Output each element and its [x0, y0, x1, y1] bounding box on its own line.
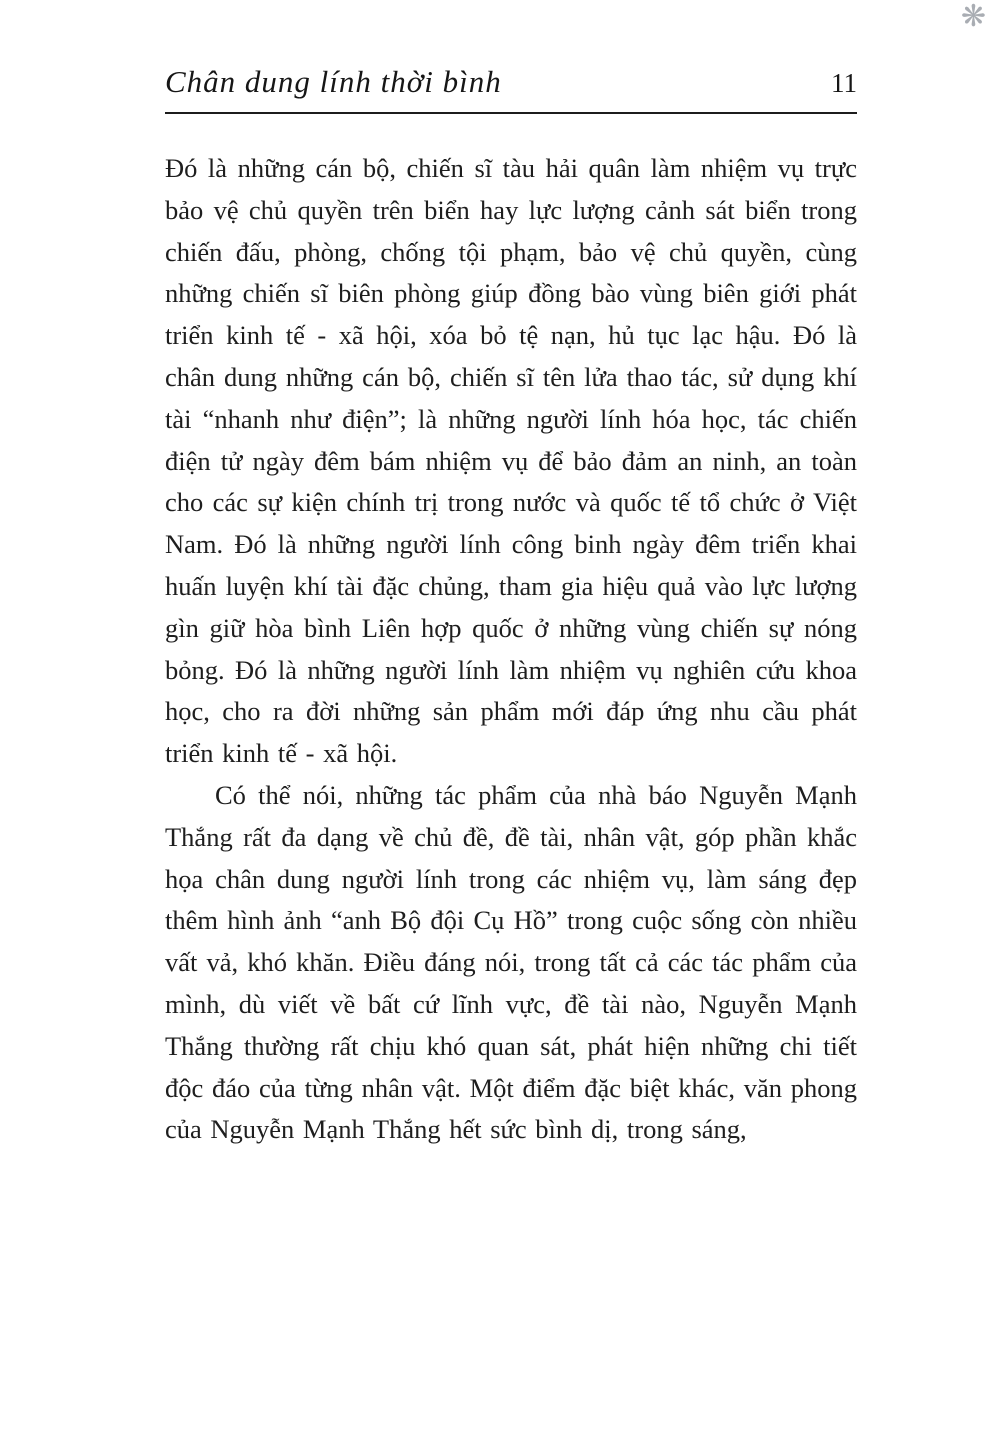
paragraph: Có thể nói, những tác phẩm của nhà báo Nguyễn Mạnh Thắng rất đa dạng về chủ đề, đề tài, nhân vật, góp phần khắc họa chân dung người lính trong các nhiệm vụ, làm sáng đẹp thêm hình ảnh “anh Bộ đội Cụ Hồ” trong cuộc sống còn nhiều vất vả, khó khăn. Điều đáng nói, trong tất cả các tác phẩm của mình, dù viết về bất cứ lĩnh vực, đề tài nào, Nguyễn Mạnh Thắng thường rất chịu khó quan sát, phát hiện những chi tiết độc đáo của từng nhân vật. Một điểm đặc biệt khác, văn phong của Nguyễn Mạnh Thắng hết sức bình dị, trong sáng, — [165, 779, 857, 1145]
running-header-title: Chân dung lính thời bình — [165, 64, 502, 99]
paragraph: Đó là những cán bộ, chiến sĩ tàu hải quân làm nhiệm vụ trực bảo vệ chủ quyền trên biển hay lực lượng cảnh sát biển trong chiến đấu, phòng, chống tội phạm, bảo vệ chủ quyền, cùng những chiến sĩ biên phòng giúp đồng bào vùng biên giới phát triển kinh tế - xã hội, xóa bỏ tệ nạn, hủ tục lạc hậu. Đó là chân dung những cán bộ, chiến sĩ tên lửa thao tác, sử dụng khí tài “nhanh như điện”; là những người lính hóa học, tác chiến điện tử ngày đêm bám nhiệm vụ để bảo đảm an ninh, an toàn cho các sự kiện chính trị trong nước và quốc tế tổ chức ở Việt Nam. Đó là những người lính công binh ngày đêm triển khai huấn luyện khí tài đặc chủng, tham gia hiệu quả vào lực lượng gìn giữ hòa bình Liên hợp quốc ở những vùng chiến sự nóng bỏng. Đó là những người lính làm nhiệm vụ nghiên cứu khoa học, cho ra đời những sản phẩm mới đáp ứng nhu cầu phát triển kinh tế - xã hội. — [165, 153, 857, 769]
page-number: 11 — [831, 68, 857, 98]
page-header — [165, 64, 857, 114]
page-content — [165, 64, 857, 1151]
body-text — [165, 148, 857, 1151]
flower-decoration-icon: ❋ — [960, 0, 986, 34]
